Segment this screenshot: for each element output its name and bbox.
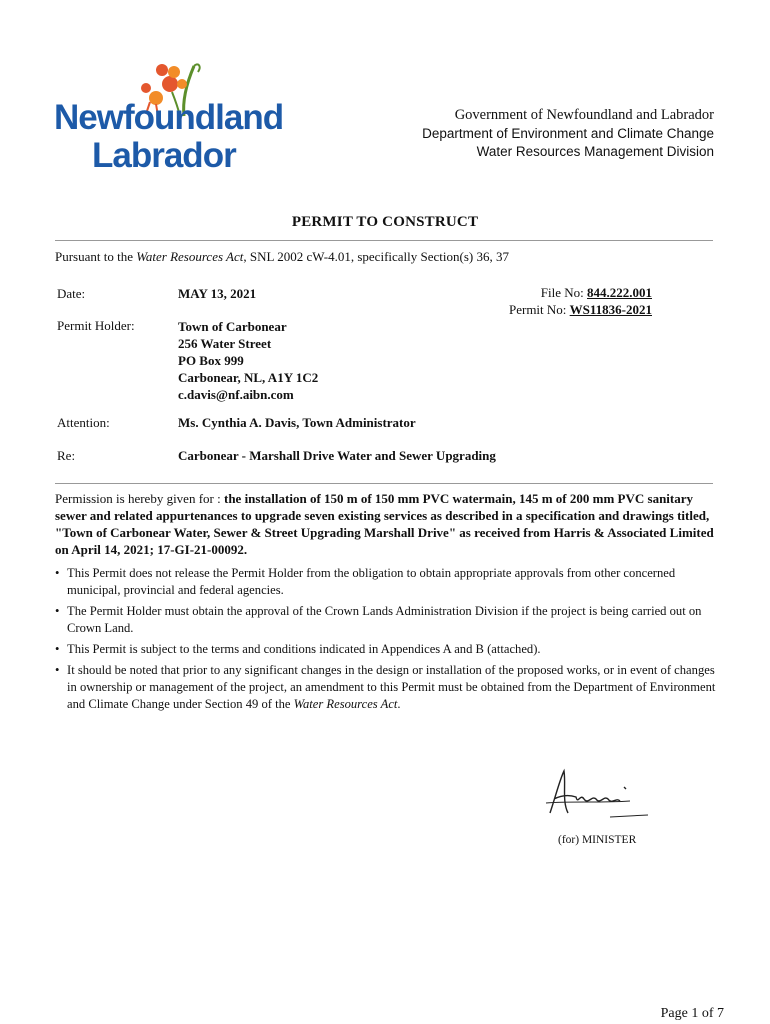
act-name: Water Resources Act bbox=[293, 697, 398, 711]
re-label: Re: bbox=[57, 448, 76, 463]
logo-text-labrador: Labrador bbox=[92, 136, 236, 175]
list-item: • This Permit is subject to the terms and conditions indicated in Appendices A and B (attached). bbox=[55, 641, 717, 658]
holder-line: Carbonear, NL, A1Y 1C2 bbox=[178, 370, 319, 385]
pursuant-line bbox=[55, 249, 509, 265]
document-title: PERMIT TO CONSTRUCT bbox=[291, 214, 479, 230]
pursuant-prefix: Pursuant to the bbox=[55, 249, 137, 264]
file-number-line bbox=[509, 284, 652, 301]
permit-number-line bbox=[509, 301, 652, 318]
condition-text: It should be noted that prior to any significant changes in the design or installation of the proposed works, or in event of changes in ownership or management of the project, an amendment to this Permit must be obtained from the Department of Environment and Climate Change under Section 49 of the bbox=[67, 663, 716, 711]
government-name: Government of Newfoundland and Labrador bbox=[454, 107, 714, 123]
pursuant-suffix: , SNL 2002 cW-4.01, specifically Section(s) 36, 37 bbox=[243, 249, 509, 264]
division-name: Water Resources Management Division bbox=[476, 144, 714, 159]
holder-line: 256 Water Street bbox=[178, 336, 272, 351]
logo-text-newfoundland: Newfoundland bbox=[54, 98, 284, 137]
permission-intro: Permission is hereby given for : bbox=[55, 491, 224, 506]
letterhead bbox=[422, 106, 714, 161]
divider bbox=[55, 483, 713, 484]
attention-label: Attention: bbox=[57, 415, 110, 430]
file-number-label: File No: bbox=[540, 285, 587, 300]
date-label: Date: bbox=[57, 286, 86, 301]
permit-holder-label: Permit Holder: bbox=[57, 318, 135, 333]
department-name: Department of Environment and Climate Change bbox=[422, 126, 714, 141]
signature-image bbox=[540, 765, 660, 825]
permission-body: the installation of 150 m of 150 mm PVC watermain, 145 m of 200 mm PVC sanitary sewer and related appurtenances to upgrade seven existing services as described in a specification and drawings titled, "Town of Carbonear Water, Sewer & Street Upgrading Marshall Drive" as received from Harris & Associated Limited on April 14, 2021; 17-GI-21-00092. bbox=[55, 491, 714, 557]
holder-line: Town of Carbonear bbox=[178, 319, 287, 334]
file-number: 844.222.001 bbox=[587, 285, 652, 300]
signature-caption: (for) MINISTER bbox=[558, 834, 637, 846]
list-item bbox=[55, 662, 717, 713]
attention-value: Ms. Cynthia A. Davis, Town Administrator bbox=[178, 415, 416, 430]
re-value: Carbonear - Marshall Drive Water and Sewer Upgrading bbox=[178, 448, 496, 463]
holder-line: PO Box 999 bbox=[178, 353, 244, 368]
list-item: • This Permit does not release the Permit Holder from the obligation to obtain appropriate approvals from other concerned municipal, provincial and federal agencies. bbox=[55, 565, 717, 599]
condition-text-end: . bbox=[397, 697, 401, 711]
divider bbox=[55, 240, 713, 241]
permission-paragraph bbox=[55, 490, 715, 558]
date-value: MAY 13, 2021 bbox=[178, 286, 257, 301]
permit-number-label: Permit No: bbox=[508, 302, 570, 317]
holder-email: c.davis@nf.aibn.com bbox=[178, 387, 294, 402]
page-number: Page 1 of 7 bbox=[660, 1006, 724, 1021]
permit-holder-address bbox=[178, 318, 318, 403]
conditions-list bbox=[55, 565, 717, 717]
government-logo bbox=[52, 58, 284, 178]
list-item: • The Permit Holder must obtain the approval of the Crown Lands Administration Division if the project is being carried out on Crown Land. bbox=[55, 603, 717, 637]
file-numbers bbox=[509, 284, 652, 318]
act-name: Water Resources Act bbox=[136, 249, 244, 264]
permit-number: WS11836-2021 bbox=[569, 302, 652, 317]
